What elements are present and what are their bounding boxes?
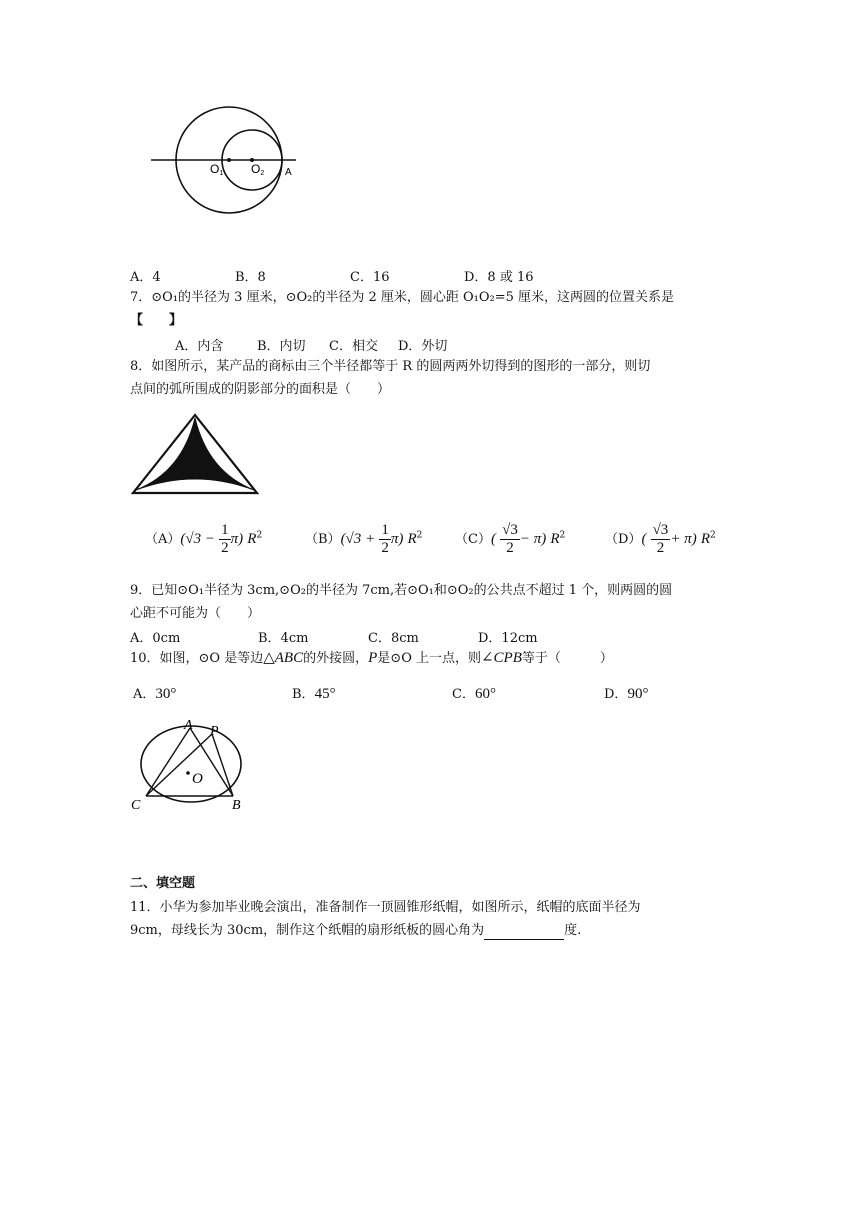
q10-option-a: A．30° [133,686,177,702]
q6-option-d: D．8 或 16 [464,270,534,285]
q10-option-d: D．90° [604,686,649,702]
label-c: C [131,798,141,813]
q8-option-b: （B）(√3 + $\frac{1}{2}$ π) $R^2$ [305,522,423,556]
q8-option-d: （D）( $\frac{√3}{2}$ + π) $R^2$ [605,522,716,556]
q6-option-b: B．8 [235,270,266,285]
section-title-fill-blank: 二、填空题 [130,876,196,891]
q11-answer-blank[interactable] [484,925,564,940]
label-o2: O2 [251,162,265,177]
q10-question: 10．如图，⊙O 是等边△ABC的外接圆，P是⊙O 上一点，则∠CPB等于（ ） [130,650,613,666]
side-ac [146,728,190,796]
q9-option-a: A．0cm [130,631,181,646]
q9-option-c: C．8cm [368,631,419,646]
q7-option-d: D．外切 [398,339,448,354]
center-dot [186,771,190,775]
q7-answer-bracket: 【 】 [130,313,183,328]
label-p: P [210,724,219,739]
q6-option-a: A．4 [130,270,161,285]
q8-question-line1: 8．如图所示，某产品的商标由三个半径都等于 R 的圆两两外切得到的图形的一部分，则切 [130,359,651,374]
q10-option-c: C．60° [452,686,496,702]
q8-question-line2: 点间的弧所围成的阴影部分的面积是（ ） [130,382,391,397]
label-o: O [192,771,203,787]
figure-circumcircle [128,716,268,816]
q10-option-b: B．45° [292,686,336,702]
q9-option-d: D．12cm [478,631,538,646]
q7-option-c: C．相交 [329,339,378,354]
label-o1: O1 [210,162,224,177]
segment-pb [212,734,233,796]
center-o1-dot [227,158,231,162]
q7-option-b: B．内切 [257,339,306,354]
q11-question-line1: 11．小华为参加毕业晚会演出，准备制作一顶圆锥形纸帽，如图所示，纸帽的底面半径为 [130,900,641,915]
circle-o [141,726,241,802]
q8-option-c: （C）( $\frac{√3}{2}$ − π) $R^2$ [455,522,566,556]
q9-option-b: B．4cm [258,631,309,646]
label-b: B [232,798,241,813]
figure-tangent-circles [148,100,328,220]
q11-question-line2: 9cm，母线长为 30cm，制作这个纸帽的扇形纸板的圆心角为 度. [130,923,582,938]
label-a: A [184,718,193,733]
q7-option-a: A．内含 [175,339,224,354]
q8-option-a: （A）(√3 − $\frac{1}{2}$ π) $R^2$ [145,522,263,556]
q7-question: 7．⊙O₁的半径为 3 厘米，⊙O₂的半径为 2 厘米，圆心距 O₁O₂=5 厘米，这两圆的位置关系是 [130,290,675,305]
label-a: A [285,167,292,178]
figure-logo-triangle [130,410,260,495]
q9-question-line2: 心距不可能为（ ） [130,606,261,621]
q9-question-line1: 9．已知⊙O₁半径为 3cm,⊙O₂的半径为 7cm,若⊙O₁和⊙O₂的公共点不超过 1 个，则两圆的圆 [130,583,673,598]
q6-option-c: C．16 [350,270,390,285]
